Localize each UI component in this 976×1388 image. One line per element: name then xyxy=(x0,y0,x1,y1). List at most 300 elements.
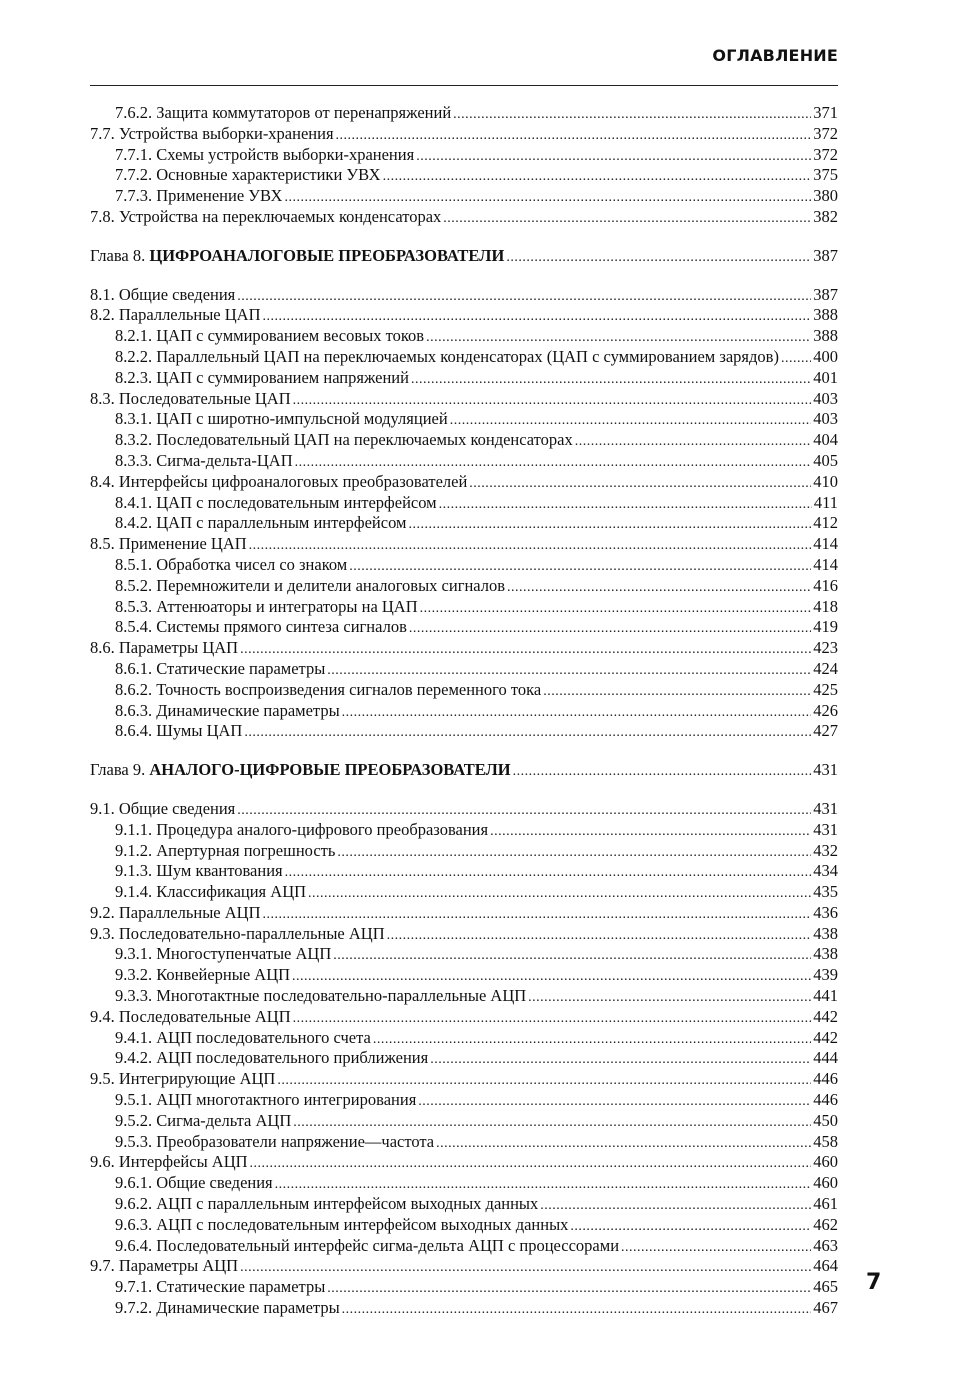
toc-entry-title: Устройства на переключаемых конденсаторах xyxy=(118,206,442,226)
toc-entry-page: 442 xyxy=(813,1006,838,1026)
toc-entry[interactable] xyxy=(90,944,838,965)
toc-entry-page: 442 xyxy=(813,1027,838,1047)
dot-leader xyxy=(543,682,811,703)
dot-leader xyxy=(453,105,811,126)
toc-entry-title: Обработка чисел со знаком xyxy=(156,554,348,574)
toc-entry-page: 431 xyxy=(813,798,838,818)
toc-entry-page: 372 xyxy=(813,144,838,164)
toc-entry[interactable] xyxy=(90,882,838,903)
toc-entry-page: 460 xyxy=(813,1152,838,1172)
toc-entry-page: 403 xyxy=(813,409,838,429)
toc-entry[interactable] xyxy=(90,347,838,368)
toc-entry-number: 9.1.3. xyxy=(115,861,153,881)
toc-entry-number: 9.3. xyxy=(90,923,115,943)
toc-entry-label xyxy=(115,576,505,597)
toc-entry-label xyxy=(115,145,414,166)
toc-entry-page: 424 xyxy=(813,658,838,678)
dot-leader xyxy=(408,515,811,536)
toc-entry-title: Классификация АЦП xyxy=(156,882,307,902)
toc-entry[interactable] xyxy=(90,576,838,597)
toc-entry-title: Применение ЦАП xyxy=(118,534,247,554)
toc-entry-number: 8.6.1. xyxy=(115,658,153,678)
dot-leader xyxy=(284,188,811,209)
toc-entry[interactable] xyxy=(90,1028,838,1049)
toc-entry[interactable] xyxy=(90,1111,838,1132)
toc-entry-number: 9.3.2. xyxy=(115,965,153,985)
toc-entry[interactable] xyxy=(90,638,838,659)
toc-entry[interactable] xyxy=(90,659,838,680)
table-of-contents xyxy=(90,103,838,1319)
toc-entry-label xyxy=(90,285,235,306)
toc-entry-page: 446 xyxy=(813,1069,838,1089)
toc-entry-title: Сигма-дельта-ЦАП xyxy=(156,450,293,470)
toc-entry-label xyxy=(115,965,290,986)
toc-entry-number: 9.3.1. xyxy=(115,944,153,964)
toc-entry-title: ЦАП с широтно-импульсной модуляцией xyxy=(156,409,448,429)
dot-leader xyxy=(263,307,812,328)
toc-entry-title: Перемножители и делители аналоговых сигналов xyxy=(156,575,506,595)
dot-leader xyxy=(336,126,812,147)
dot-leader xyxy=(575,432,812,453)
toc-entry[interactable] xyxy=(90,207,838,228)
toc-entry-number: 9.7. xyxy=(90,1256,115,1276)
toc-entry[interactable] xyxy=(90,1048,838,1069)
dot-leader xyxy=(430,1050,811,1071)
toc-entry-page: 416 xyxy=(813,575,838,595)
toc-entry-page: 411 xyxy=(813,492,838,512)
toc-entry-page: 462 xyxy=(813,1214,838,1234)
toc-entry-title: Интерфейсы АЦП xyxy=(118,1152,248,1172)
toc-entry-label xyxy=(115,430,573,451)
toc-entry-number: 8.3.2. xyxy=(115,430,153,450)
dot-leader xyxy=(240,640,811,661)
toc-entry-label xyxy=(115,680,541,701)
toc-entry-page: 450 xyxy=(813,1110,838,1130)
toc-entry-title: ЦАП с последовательным интерфейсом xyxy=(156,492,437,512)
toc-entry-number: 8.5.1. xyxy=(115,554,153,574)
toc-entry[interactable] xyxy=(90,1277,838,1298)
toc-entry[interactable] xyxy=(90,103,838,124)
dot-leader xyxy=(387,926,812,947)
toc-entry[interactable] xyxy=(90,389,838,410)
toc-entry[interactable] xyxy=(90,472,838,493)
toc-entry-label xyxy=(115,555,347,576)
toc-entry-title: Интегрирующие АЦП xyxy=(118,1069,276,1089)
toc-entry[interactable] xyxy=(90,305,838,326)
toc-chapter[interactable] xyxy=(90,760,838,781)
toc-entry-title: Последовательные ЦАП xyxy=(118,388,291,408)
toc-entry[interactable] xyxy=(90,680,838,701)
dot-leader xyxy=(337,843,811,864)
dot-leader xyxy=(277,1071,811,1092)
toc-entry-number: 9.7.2. xyxy=(115,1298,153,1318)
toc-entry[interactable] xyxy=(90,1173,838,1194)
toc-entry[interactable] xyxy=(90,186,838,207)
toc-entry-page: 427 xyxy=(813,721,838,741)
toc-entry-title: Защита коммутаторов от перенапряжений xyxy=(156,103,452,122)
toc-entry-label xyxy=(115,1236,619,1257)
toc-entry-label xyxy=(115,820,488,841)
toc-entry[interactable] xyxy=(90,1090,838,1111)
toc-entry-page: 436 xyxy=(813,902,838,922)
toc-entry-page: 372 xyxy=(813,123,838,143)
toc-entry-number: Глава 9. xyxy=(90,760,146,780)
toc-entry-label xyxy=(90,903,261,924)
toc-entry-page: 431 xyxy=(813,819,838,839)
toc-entry-number: 9.6.4. xyxy=(115,1235,153,1255)
toc-entry-number: 7.8. xyxy=(90,206,115,226)
toc-entry-page: 464 xyxy=(813,1256,838,1276)
toc-entry-title: Конвейерные АЦП xyxy=(156,965,291,985)
toc-entry-number: 9.5.1. xyxy=(115,1090,153,1110)
dot-leader xyxy=(327,1279,811,1300)
toc-entry-label xyxy=(115,659,325,680)
toc-entry-number: 9.2. xyxy=(90,902,115,922)
toc-entry[interactable] xyxy=(90,326,838,347)
toc-entry-title: Последовательный ЦАП на переключаемых конденсаторах xyxy=(156,430,573,450)
dot-leader xyxy=(443,209,811,230)
dot-leader xyxy=(293,1113,811,1134)
dot-leader xyxy=(333,946,811,967)
toc-entry-number: 7.7.2. xyxy=(115,165,153,185)
toc-entry[interactable] xyxy=(90,820,838,841)
toc-entry[interactable] xyxy=(90,513,838,534)
toc-entry-title: Статические параметры xyxy=(156,1277,326,1297)
toc-entry-page: 400 xyxy=(813,346,838,366)
toc-entry-number: 9.6.1. xyxy=(115,1173,153,1193)
toc-entry-label xyxy=(115,1173,273,1194)
toc-entry-number: 8.6. xyxy=(90,638,115,658)
toc-entry[interactable] xyxy=(90,285,838,306)
dot-leader xyxy=(409,619,811,640)
toc-entry-label xyxy=(90,799,235,820)
toc-entry-number: 8.4. xyxy=(90,471,115,491)
toc-entry-label xyxy=(115,103,451,124)
toc-entry-page: 382 xyxy=(813,206,838,226)
toc-entry-number: 8.4.2. xyxy=(115,513,153,533)
dot-leader xyxy=(411,370,811,391)
toc-entry-title: ЦИФРОАНАЛОГОВЫЕ ПРЕОБРАЗОВАТЕЛИ xyxy=(149,245,505,265)
dot-leader xyxy=(383,167,812,188)
dot-leader xyxy=(540,1196,811,1217)
toc-entry-title: АНАЛОГО-ЦИФРОВЫЕ ПРЕОБРАЗОВАТЕЛИ xyxy=(149,760,511,780)
toc-entry-number: 8.1. xyxy=(90,284,115,304)
toc-entry-label xyxy=(115,493,437,514)
toc-entry-page: 460 xyxy=(813,1173,838,1193)
toc-entry-page: 461 xyxy=(813,1194,838,1214)
toc-entry[interactable] xyxy=(90,1215,838,1236)
toc-entry-label xyxy=(115,165,381,186)
toc-entry-page: 414 xyxy=(813,554,838,574)
page-number: 7 xyxy=(866,1270,882,1295)
toc-entry-page: 467 xyxy=(813,1298,838,1318)
toc-entry[interactable] xyxy=(90,493,838,514)
toc-entry[interactable] xyxy=(90,1132,838,1153)
dot-leader xyxy=(439,495,812,516)
toc-entry-page: 425 xyxy=(813,679,838,699)
toc-entry-number: 9.4.2. xyxy=(115,1048,153,1068)
toc-entry-title: АЦП последовательного приближения xyxy=(156,1048,429,1068)
toc-entry[interactable] xyxy=(90,799,838,820)
toc-entry-title: Динамические параметры xyxy=(156,1298,340,1318)
toc-entry-title: Параметры АЦП xyxy=(118,1256,239,1276)
toc-entry-number: 8.2.2. xyxy=(115,346,153,366)
toc-entry-page: 375 xyxy=(813,165,838,185)
toc-entry[interactable] xyxy=(90,1194,838,1215)
toc-entry[interactable] xyxy=(90,368,838,389)
toc-entry-page: 444 xyxy=(813,1048,838,1068)
toc-entry-title: Параллельный ЦАП на переключаемых конденсаторах (ЦАП с суммированием зарядов) xyxy=(156,346,779,366)
toc-entry-label xyxy=(90,638,238,659)
toc-entry-number: 8.6.3. xyxy=(115,700,153,720)
dot-leader xyxy=(327,661,811,682)
toc-entry-title: Интерфейсы цифроаналоговых преобразователей xyxy=(118,471,468,491)
toc-entry-page: 426 xyxy=(813,700,838,720)
dot-leader xyxy=(263,905,812,926)
toc-entry-number: 7.7.3. xyxy=(115,186,153,206)
toc-entry-page: 412 xyxy=(813,513,838,533)
toc-entry[interactable] xyxy=(90,617,838,638)
toc-entry-title: Многотактные последовательно-параллельные АЦП xyxy=(156,986,527,1006)
toc-entry-page: 405 xyxy=(813,450,838,470)
toc-entry-page: 465 xyxy=(813,1277,838,1297)
toc-entry-title: Шум квантования xyxy=(156,861,283,881)
dot-leader xyxy=(781,349,811,370)
toc-entry-title: Устройства выборки-хранения xyxy=(118,123,334,143)
toc-entry-page: 463 xyxy=(813,1235,838,1255)
toc-entry-label xyxy=(115,186,282,207)
dot-leader xyxy=(490,822,811,843)
header-rule xyxy=(90,85,838,86)
toc-entry-page: 404 xyxy=(813,430,838,450)
toc-entry-title: Шумы ЦАП xyxy=(156,721,243,741)
toc-entry-page: 439 xyxy=(813,965,838,985)
dot-leader xyxy=(292,967,811,988)
toc-entry-label xyxy=(115,1194,538,1215)
toc-entry[interactable] xyxy=(90,924,838,945)
dot-leader xyxy=(420,599,812,620)
toc-entry-number: 9.4.1. xyxy=(115,1027,153,1047)
dot-leader xyxy=(418,1092,811,1113)
toc-entry[interactable] xyxy=(90,965,838,986)
toc-entry-number: 9.1.4. xyxy=(115,882,153,902)
toc-entry-number: 7.7.1. xyxy=(115,144,153,164)
dot-leader xyxy=(570,1217,811,1238)
toc-entry-number: 9.1. xyxy=(90,798,115,818)
toc-entry[interactable] xyxy=(90,1152,838,1173)
toc-entry-title: Системы прямого синтеза сигналов xyxy=(156,617,407,637)
toc-entry-number: 9.6.2. xyxy=(115,1194,153,1214)
toc-entry-title: Статические параметры xyxy=(156,658,326,678)
toc-entry-number: 8.3. xyxy=(90,388,115,408)
toc-entry-page: 387 xyxy=(813,284,838,304)
dot-leader xyxy=(237,801,811,822)
dot-leader xyxy=(342,1300,812,1321)
toc-entry-title: Основные характеристики УВХ xyxy=(156,165,381,185)
toc-entry-label xyxy=(115,326,424,347)
toc-entry-title: Последовательно-параллельные АЦП xyxy=(118,923,385,943)
toc-entry-number: 9.1.2. xyxy=(115,840,153,860)
toc-entry-number: 8.4.1. xyxy=(115,492,153,512)
toc-entry-label xyxy=(115,1277,325,1298)
dot-leader xyxy=(507,578,811,599)
toc-entry-title: Последовательный интерфейс сигма-дельта АЦП с процессорами xyxy=(156,1235,620,1255)
toc-entry[interactable] xyxy=(90,555,838,576)
toc-entry-title: Параллельные АЦП xyxy=(118,902,261,922)
toc-entry[interactable] xyxy=(90,451,838,472)
dot-leader xyxy=(295,453,812,474)
toc-entry-title: Многоступенчатые АЦП xyxy=(156,944,332,964)
toc-entry-label xyxy=(115,841,335,862)
toc-entry[interactable] xyxy=(90,903,838,924)
toc-entry-label xyxy=(115,986,526,1007)
toc-entry[interactable] xyxy=(90,1007,838,1028)
toc-entry-page: 410 xyxy=(813,471,838,491)
toc-entry[interactable] xyxy=(90,165,838,186)
toc-entry-number: 9.5. xyxy=(90,1069,115,1089)
dot-leader xyxy=(275,1175,812,1196)
dot-leader xyxy=(249,536,812,557)
toc-entry-number: 8.5. xyxy=(90,534,115,554)
toc-entry-label xyxy=(90,124,334,145)
toc-entry-label xyxy=(115,861,283,882)
toc-entry-page: 441 xyxy=(813,986,838,1006)
toc-entry-title: АЦП с параллельным интерфейсом выходных данных xyxy=(156,1194,539,1214)
toc-entry-label xyxy=(115,1132,434,1153)
toc-entry-label xyxy=(90,1007,291,1028)
toc-entry-label xyxy=(115,721,242,742)
toc-entry-label xyxy=(90,1256,238,1277)
toc-entry-number: 8.6.2. xyxy=(115,679,153,699)
toc-entry-label xyxy=(90,472,467,493)
toc-entry[interactable] xyxy=(90,721,838,742)
toc-entry-label xyxy=(115,1111,291,1132)
toc-entry-number: 9.7.1. xyxy=(115,1277,153,1297)
toc-entry-page: 388 xyxy=(813,326,838,346)
toc-entry-label xyxy=(115,617,407,638)
toc-entry-label xyxy=(115,368,409,389)
toc-entry[interactable] xyxy=(90,1298,838,1319)
toc-chapter[interactable] xyxy=(90,246,838,267)
dot-leader xyxy=(426,328,811,349)
toc-entry-title: Динамические параметры xyxy=(156,700,340,720)
toc-entry-number: 8.5.3. xyxy=(115,596,153,616)
toc-entry[interactable] xyxy=(90,1256,838,1277)
toc-entry-label xyxy=(90,207,441,228)
toc-entry[interactable] xyxy=(90,597,838,618)
toc-entry-number: 8.6.4. xyxy=(115,721,153,741)
toc-entry-title: Общие сведения xyxy=(118,798,236,818)
toc-entry-number: 9.5.3. xyxy=(115,1131,153,1151)
toc-entry-label xyxy=(90,1069,275,1090)
toc-entry-page: 434 xyxy=(813,861,838,881)
toc-entry-number: 9.5.2. xyxy=(115,1110,153,1130)
dot-leader xyxy=(308,884,811,905)
toc-entry-label xyxy=(115,1028,371,1049)
toc-entry-title: Параллельные ЦАП xyxy=(118,305,261,325)
toc-entry-title: ЦАП с суммированием напряжений xyxy=(156,367,409,387)
toc-entry-page: 401 xyxy=(813,367,838,387)
toc-entry-title: Параметры ЦАП xyxy=(118,638,239,658)
toc-entry-number: 9.6.3. xyxy=(115,1214,153,1234)
toc-entry-page: 435 xyxy=(813,882,838,902)
toc-entry-page: 419 xyxy=(813,617,838,637)
toc-entry-page: 414 xyxy=(813,534,838,554)
toc-entry-label xyxy=(115,1298,340,1319)
toc-entry-page: 403 xyxy=(813,388,838,408)
toc-entry-title: Аттенюаторы и интеграторы на ЦАП xyxy=(156,596,418,616)
toc-entry[interactable] xyxy=(90,124,838,145)
toc-entry-page: 418 xyxy=(813,596,838,616)
toc-entry-number: 8.2.1. xyxy=(115,326,153,346)
toc-entry-number: 9.1.1. xyxy=(115,819,153,839)
dot-leader xyxy=(373,1030,811,1051)
toc-entry-page: 388 xyxy=(813,305,838,325)
toc-entry[interactable] xyxy=(90,145,838,166)
toc-entry-title: Процедура аналого-цифрового преобразования xyxy=(156,819,489,839)
toc-entry-page: 387 xyxy=(813,245,838,265)
toc-entry-title: АЦП многотактного интегрирования xyxy=(156,1090,417,1110)
toc-entry[interactable] xyxy=(90,1236,838,1257)
dot-leader xyxy=(244,723,811,744)
toc-entry-page: 380 xyxy=(813,186,838,206)
toc-entry[interactable] xyxy=(90,841,838,862)
toc-entry-label xyxy=(115,944,331,965)
toc-entry[interactable] xyxy=(90,534,838,555)
toc-entry-number: 9.6. xyxy=(90,1152,115,1172)
toc-entry-number: 8.3.1. xyxy=(115,409,153,429)
toc-entry-page: 446 xyxy=(813,1090,838,1110)
toc-entry-number: 8.5.4. xyxy=(115,617,153,637)
dot-leader xyxy=(450,411,812,432)
toc-entry-title: Преобразователи напряжение—частота xyxy=(156,1131,435,1151)
toc-entry-label xyxy=(115,1215,568,1236)
toc-entry-page: 431 xyxy=(813,760,838,780)
dot-leader xyxy=(416,147,811,168)
toc-entry-page: 438 xyxy=(813,944,838,964)
toc-entry-number: 9.4. xyxy=(90,1006,115,1026)
toc-entry-title: Общие сведения xyxy=(156,1173,273,1193)
dot-leader xyxy=(513,762,812,783)
toc-entry-page: 438 xyxy=(813,923,838,943)
toc-entry-title: Общие сведения xyxy=(118,284,236,304)
toc-entry[interactable] xyxy=(90,701,838,722)
toc-entry-label xyxy=(90,389,291,410)
toc-entry-title: Применение УВХ xyxy=(156,186,283,206)
dot-leader xyxy=(469,474,811,495)
toc-entry-label xyxy=(115,513,406,534)
toc-entry[interactable] xyxy=(90,986,838,1007)
toc-entry-title: ЦАП с суммированием весовых токов xyxy=(156,326,425,346)
toc-entry[interactable] xyxy=(90,861,838,882)
toc-entry[interactable] xyxy=(90,430,838,451)
toc-entry-number: 8.5.2. xyxy=(115,575,153,595)
dot-leader xyxy=(436,1134,811,1155)
dot-leader xyxy=(285,863,812,884)
toc-entry-label xyxy=(90,246,504,267)
toc-entry-number: 8.2.3. xyxy=(115,367,153,387)
running-header: ОГЛАВЛЕНИЕ xyxy=(712,46,838,65)
dot-leader xyxy=(293,1009,812,1030)
dot-leader xyxy=(237,287,811,308)
toc-entry[interactable] xyxy=(90,409,838,430)
dot-leader xyxy=(250,1154,812,1175)
toc-entry[interactable] xyxy=(90,1069,838,1090)
dot-leader xyxy=(342,703,812,724)
toc-entry-label xyxy=(115,451,293,472)
toc-entry-label xyxy=(115,882,306,903)
toc-entry-label xyxy=(115,1090,416,1111)
